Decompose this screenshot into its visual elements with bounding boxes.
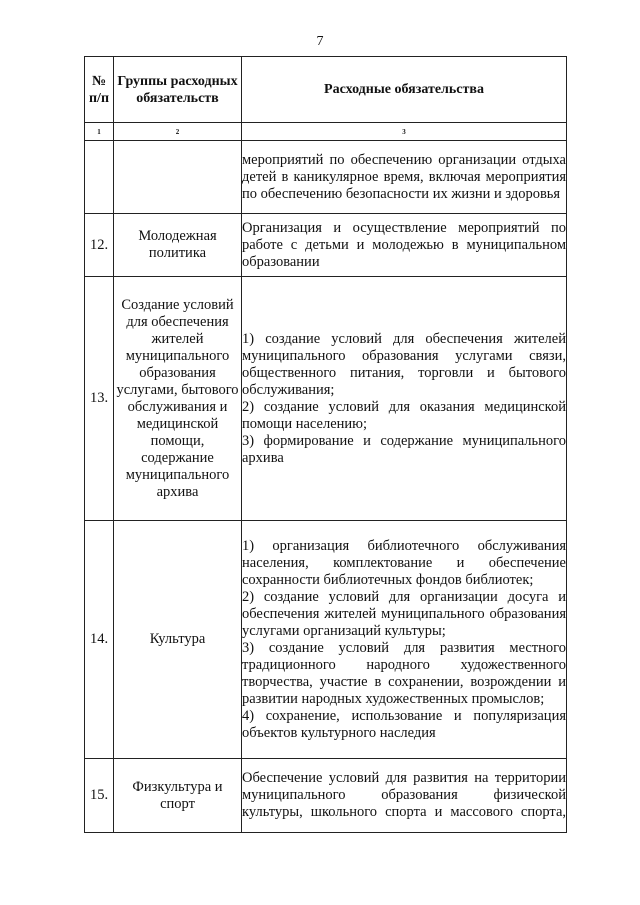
row-group: Создание условий для обеспечения жителей муниципального образования услугами, бытового обслуживания и медицинской помощи, содержание муниципального архива <box>114 277 242 521</box>
row-number <box>85 141 114 214</box>
page-number: 7 <box>316 34 324 49</box>
table-row <box>85 521 567 759</box>
table-header-row <box>85 57 567 123</box>
header-obligations: Расходные обязательства <box>242 57 567 123</box>
column-index-row <box>85 123 567 141</box>
expenditure-obligations-table <box>84 56 567 833</box>
row-number: 13. <box>85 277 114 521</box>
table-row <box>85 141 567 214</box>
obligation-paragraph: 3) формирование и содержание муниципального архива <box>242 432 566 466</box>
row-obligations <box>242 521 567 759</box>
obligation-paragraph: 4) сохранение, использование и популяризация объектов культурного наследия <box>242 707 566 741</box>
obligation-paragraph: 1) организация библиотечного обслуживания населения, комплектование и обеспечение сохранности библиотечных фондов библиотек; <box>242 537 566 588</box>
header-num: № п/п <box>85 57 114 123</box>
column-index: 2 <box>114 123 242 141</box>
table-row <box>85 277 567 521</box>
table-row <box>85 214 567 277</box>
column-index: 3 <box>242 123 567 141</box>
table-row <box>85 759 567 833</box>
obligation-paragraph: Организация и осуществление мероприятий по работе с детьми и молодежью в муниципальном образовании <box>242 219 566 270</box>
column-index: 1 <box>85 123 114 141</box>
row-number: 15. <box>85 759 114 833</box>
row-number: 14. <box>85 521 114 759</box>
row-group <box>114 141 242 214</box>
obligation-paragraph: 3) создание условий для развития местного традиционного народного художественного творчества, участие в сохранении, возрождении и развитии народных художественных промыслов; <box>242 639 566 707</box>
row-number: 12. <box>85 214 114 277</box>
obligation-paragraph: 2) создание условий для оказания медицинской помощи населению; <box>242 398 566 432</box>
obligation-paragraph: 2) создание условий для организации досуга и обеспечения жителей муниципального образования услугами организаций культуры; <box>242 588 566 639</box>
row-obligations <box>242 759 567 833</box>
header-group: Группы расходных обязательств <box>114 57 242 123</box>
row-obligations <box>242 214 567 277</box>
row-group: Культура <box>114 521 242 759</box>
obligation-paragraph: 1) создание условий для обеспечения жителей муниципального образования услугами связи, общественного питания, торговли и бытового обслуживания; <box>242 330 566 398</box>
obligation-paragraph: мероприятий по обеспечению организации отдыха детей в каникулярное время, включая мероприятия по обеспечению безопасности их жизни и здоровья <box>242 151 566 202</box>
row-obligations <box>242 141 567 214</box>
obligation-paragraph: Обеспечение условий для развития на территории муниципального образования физической культуры, школьного спорта и массового спорта, <box>242 770 566 820</box>
row-obligations <box>242 277 567 521</box>
row-group: Молодежная политика <box>114 214 242 277</box>
row-group: Физкультура и спорт <box>114 759 242 833</box>
